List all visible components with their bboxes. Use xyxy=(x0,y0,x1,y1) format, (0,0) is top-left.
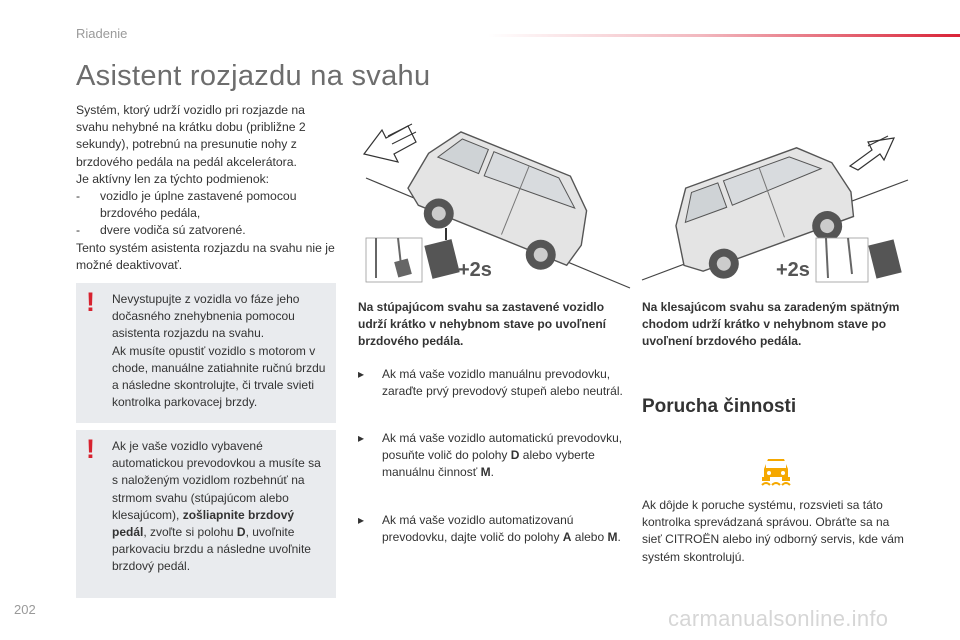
warning-box xyxy=(76,430,336,598)
page-title: Asistent rozjazdu na svahu xyxy=(76,60,431,92)
conditions-lead: Je aktívny len za týchto podmienok: xyxy=(76,171,270,186)
hill-start-warning-icon xyxy=(756,449,796,489)
step-item: ▸ Ak má vaše vozidlo automatickú prevodovku, posuňte volič do polohy D alebo vyberte manuálnu činnosť M. xyxy=(358,430,623,482)
uphill-illustration xyxy=(346,110,636,290)
bullet-icon: ▸ xyxy=(358,431,365,445)
downhill-arrow-icon xyxy=(850,136,894,170)
step-item: ▸ Ak má vaše vozidlo automatizovanú prevodovku, dajte volič do polohy A alebo M. xyxy=(358,512,623,546)
malfunction-text: Ak dôjde k poruche systému, rozsvieti sa táto kontrolka sprevádzaná správou. Obráťte sa na sieť CITROËN alebo iný odborný servis, kde vám systém skontrolujú. xyxy=(642,498,904,564)
uphill-arrow-icon xyxy=(364,124,416,162)
uphill-caption: Na stúpajúcom svahu sa zastavené vozidlo udrží krátko v nehybnom stave po uvoľnení brzdového pedála. xyxy=(358,300,607,349)
downhill-illustration xyxy=(636,110,916,290)
malfunction-heading: Porucha činnosti xyxy=(642,396,797,417)
exclamation-icon: ! xyxy=(86,287,95,317)
pedals-icon xyxy=(816,238,902,282)
bullet-icon: ▸ xyxy=(358,513,365,527)
downhill-caption: Na klesajúcom svahu sa zaradeným spätným chodom udrží krátko v nehybnom stave po uvoľnení brzdového pedála. xyxy=(642,300,900,349)
intro-text xyxy=(76,102,338,274)
condition-item: - vozidlo je úplne zastavené pomocou brzdového pedála, xyxy=(76,189,297,221)
page-number: 202 xyxy=(14,602,36,617)
pedals-icon xyxy=(366,228,460,282)
intro-paragraph-2: Tento systém asistenta rozjazdu na svahu nie je možné deaktivovať. xyxy=(76,240,335,272)
time-badge: +2s xyxy=(458,259,492,281)
section-label: Riadenie xyxy=(76,26,128,41)
watermark: carmanualsonline.info xyxy=(668,606,889,631)
intro-paragraph: Systém, ktorý udrží vozidlo pri rozjazde na svahu nehybné na krátku dobu (približne 2 sekundy), potrebnú na presunutie nohy z brzdového pedála na pedál akcelerátora. xyxy=(76,103,306,169)
warning-text: Ak je vaše vozidlo vybavené automatickou prevodovkou a musíte sa s naloženým vozidlom rozbehnúť na strmom svahu (stúpajúcom alebo klesajúcom), zošliapnite brzdový pedál, zvoľte si polohu D, uvoľnite parkovaciu brzdu a následne uvoľnite brzdový pedál. xyxy=(112,439,321,574)
warning-text: Nevystupujte z vozidla vo fáze jeho dočasného znehybnenia pomocou asistenta rozjazdu na svahu. xyxy=(112,292,300,341)
warning-text: Ak musíte opustiť vozidlo s motorom v chode, manuálne zatiahnite ručnú brzdu a následne skontrolujte, či trvale svieti kontrolka parkovacej brzdy. xyxy=(112,343,326,410)
bullet-icon: ▸ xyxy=(358,367,365,381)
time-badge: +2s xyxy=(776,259,810,281)
exclamation-icon: ! xyxy=(86,434,95,464)
step-item: ▸ Ak má vaše vozidlo manuálnu prevodovku, zaraďte prvý prevodový stupeň alebo neutrál. xyxy=(358,366,623,400)
warning-box xyxy=(76,283,336,423)
condition-item: - dvere vodiča sú zatvorené. xyxy=(76,223,246,238)
header-rule xyxy=(488,34,960,37)
